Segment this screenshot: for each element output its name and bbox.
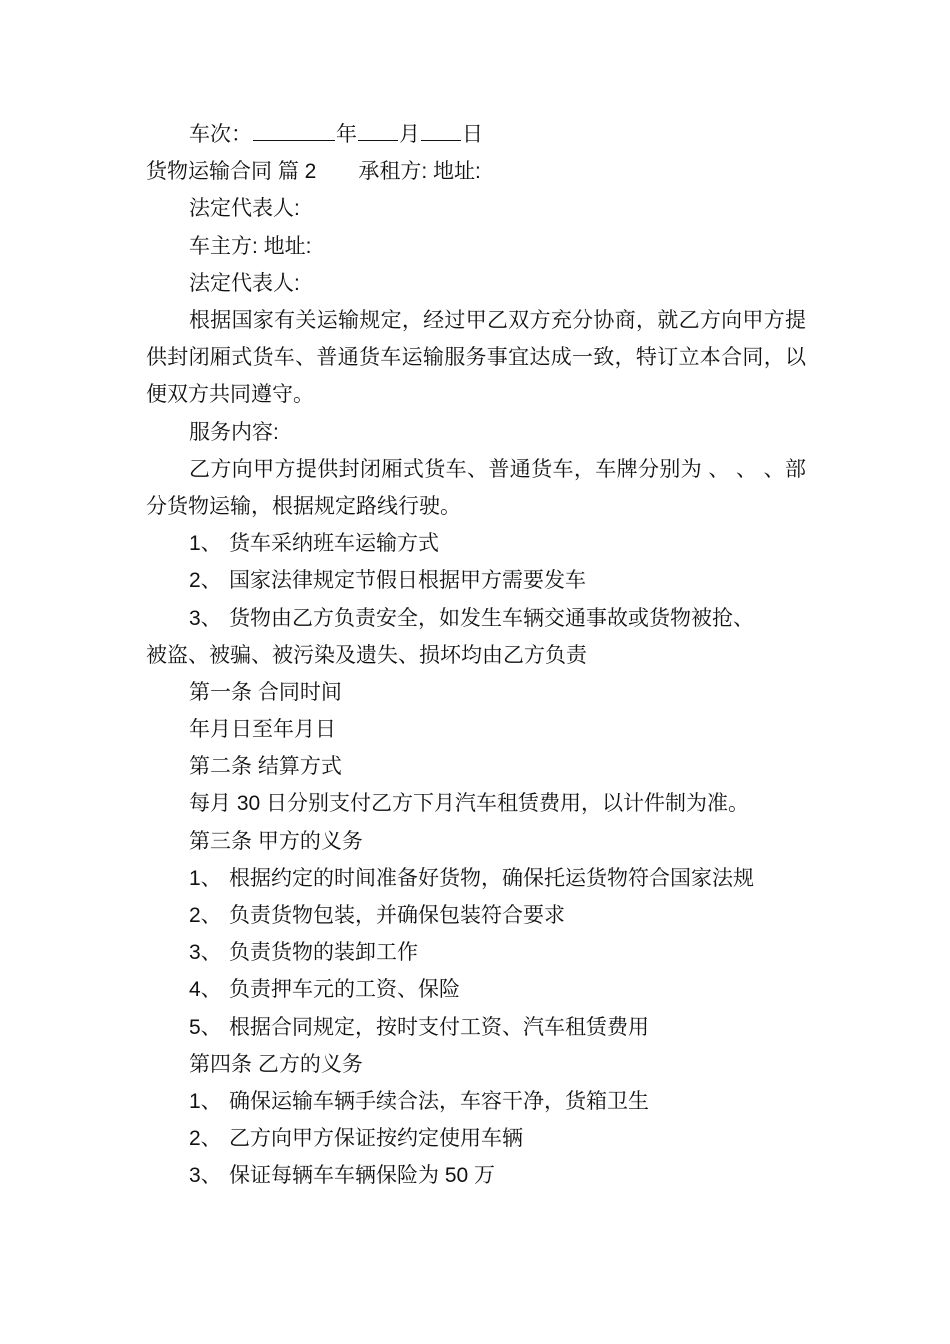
doc-title: 货物运输合同 篇 2 xyxy=(146,160,317,184)
service-heading: 服务内容: xyxy=(189,420,279,444)
year-label: 年 xyxy=(336,123,357,146)
trip-label: 车次： xyxy=(189,123,252,146)
blank-day xyxy=(421,120,461,141)
article3-item-5: 5、 根据合同规定，按时支付工资、汽车租赁费用 xyxy=(189,1015,649,1039)
trip-date-line xyxy=(146,116,806,153)
article4-heading: 第四条 乙方的义务 xyxy=(189,1052,363,1076)
article4-item-1: 1、 确保运输车辆手续合法，车容干净，货箱卫生 xyxy=(189,1089,649,1113)
intro-paragraph: 根据国家有关运输规定，经过甲乙双方充分协商，就乙方向甲方提供封闭厢式货车、普通货车运输服务事宜达成一致，特订立本合同，以便双方共同遵守。 xyxy=(146,308,806,407)
article4-item-3: 3、 保证每辆车车辆保险为 50 万 xyxy=(189,1164,496,1188)
article3-heading: 第三条 甲方的义务 xyxy=(189,829,363,853)
article1-heading: 第一条 合同时间 xyxy=(189,680,342,704)
service-item-2: 2、 国家法律规定节假日根据甲方需要发车 xyxy=(189,569,586,593)
article4-item-2: 2、 乙方向甲方保证按约定使用车辆 xyxy=(189,1127,523,1151)
article2-text: 每月 30 日分别支付乙方下月汽车租赁费用，以计件制为准。 xyxy=(189,792,750,816)
service-desc: 乙方向甲方提供封闭厢式货车、普通货车，车牌分别为 、 、 、部分货物运输，根据规定路线行驶。 xyxy=(146,457,806,518)
blank-month xyxy=(358,120,398,141)
document-body xyxy=(146,116,806,1195)
article2-heading: 第二条 结算方式 xyxy=(189,755,342,779)
service-item-3-cont: 被盗、被骗、被污染及遗失、损坏均由乙方负责 xyxy=(146,643,587,667)
article1-text: 年月日至年月日 xyxy=(189,718,336,742)
title-line xyxy=(146,153,806,190)
article3-item-2: 2、 负责货物包装，并确保包装符合要求 xyxy=(189,904,565,928)
service-item-3: 3、 货物由乙方负责安全，如发生车辆交通事故或货物被抢、 xyxy=(189,606,754,630)
service-item-1: 1、 货车采纳班车运输方式 xyxy=(189,532,439,556)
legal-rep-1: 法定代表人: xyxy=(189,197,300,221)
article3-item-1: 1、 根据约定的时间准备好货物，确保托运货物符合国家法规 xyxy=(189,866,754,890)
article3-item-4: 4、 负责押车元的工资、保险 xyxy=(189,978,460,1002)
lessee-line: 承租方: 地址: xyxy=(358,160,481,184)
legal-rep-2: 法定代表人: xyxy=(189,271,300,295)
blank-trip xyxy=(253,120,335,141)
day-label: 日 xyxy=(462,123,483,146)
owner-line: 车主方: 地址: xyxy=(189,234,312,258)
month-label: 月 xyxy=(399,123,420,146)
article3-item-3: 3、 负责货物的装卸工作 xyxy=(189,941,418,965)
